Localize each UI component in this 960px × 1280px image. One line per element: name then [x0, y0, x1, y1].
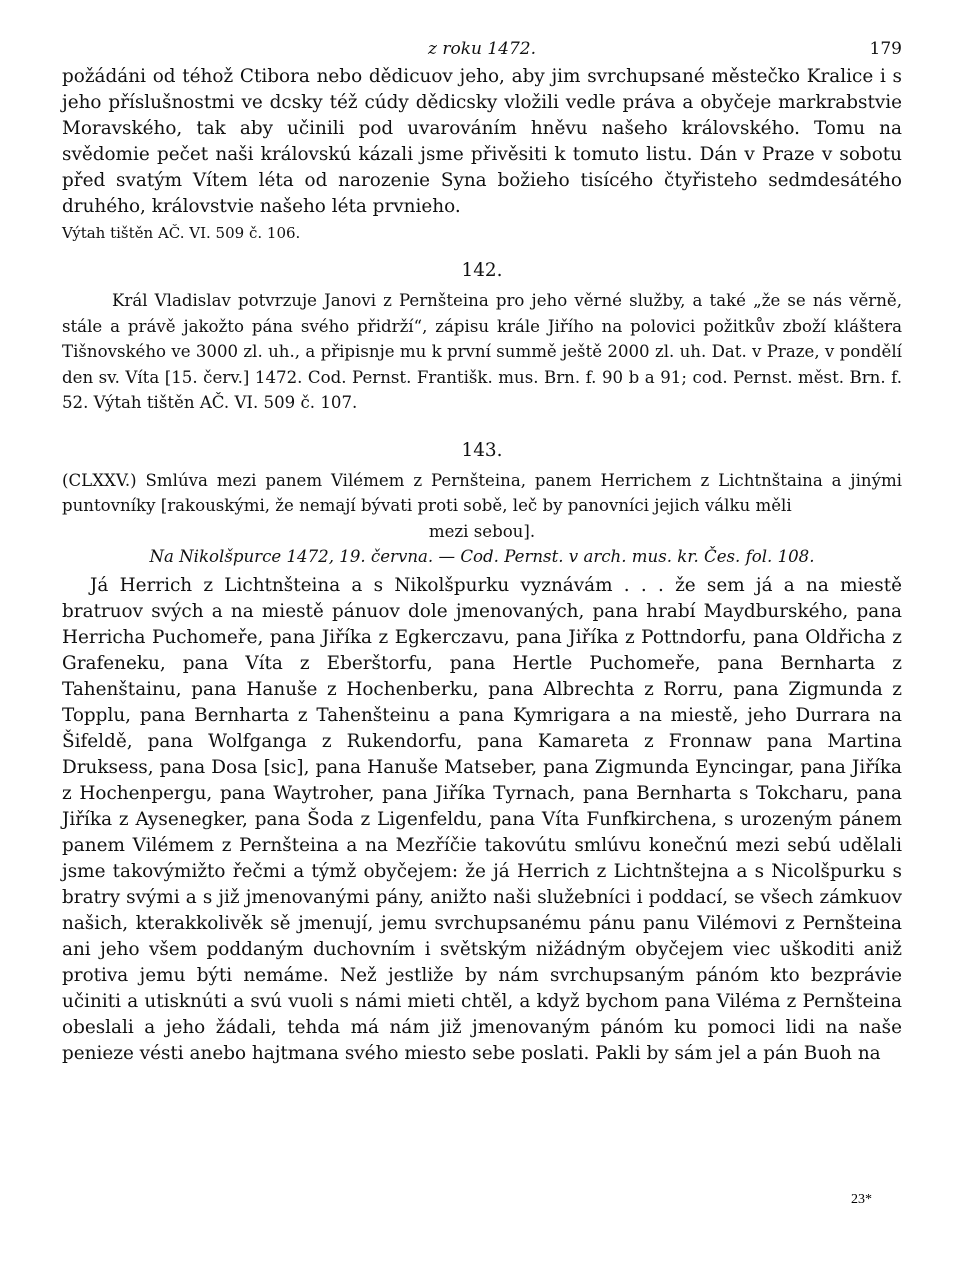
document-number-143: 143. [461, 439, 503, 461]
regest-143: (CLXXV.) Smlúva mezi panem Vilémem z Pernšteina, panem Herrichem z Lichtnštaina a jinými puntovníky [rakouskými, že nemají bývati proti sobě, leč by panovníci jejich válku měli [62, 470, 902, 515]
document-text-143: Já Herrich z Lichtnšteina a s Nikolšpurku vyznávám . . . že sem já a na miestě bratruov svých a na miestě pánuov dole jmenovaných, pana hrabí Maydburského, pana Herricha Puchomeře, pana Jiříka z Egkerczavu, pana Jiříka z Pottndorfu, pana Oldřicha z Grafeneku, pana Víta z Eberštorfu, pana Hertle Puchomeře, pana Bernharta z Tahenštainu, pana Hanuše z Hochenberku, pana Albrechta z Rorru, pana Zigmunda z Topplu, pana Bernharta z Tahenšteinu a pana Kymrigara a na miestě, jeho Durrara na Šifeldě, pana Wolfganga z Rukendorfu, pana Kamareta z Fronnaw pana Martina Druksess, pana Dosa [sic], pana Hanuše Matseber, pana Zigmunda Eyncingar, pana Jiříka z Hochenpergu, pana Waytroher, pana Jiříka Tyrnach, pana Bernharta s Tokcharu, pana Jiříka z Aysenegker, pana Šoda z Ligenfeldu, pana Víta Funfkirchena, s urozeným pánem panem Vilémem z Pernšteina a na Mezříčie takovútu smlúvu konečnú mezi sebú udělali jsme takovýmižto řečmi a týmž obyčejem: že já Herrich z Lichtnštejna a s Nicolšpurku s bratry svými a s již jmenovanými pány, anižto naši služebníci i poddací, se všech zámkuov našich, kterakkolivěk sě jmenují, jemu svrchupsanému pánu panu Vilémovi z Pernšteina ani jeho všem poddaným duchovním i světským nižádným obyčejem viec uškoditi aniž protiva jemu býti nemáme. Než jestliže by nám svrchupsaným pánóm kto bezprávie učiniti a utisknúti a svú vuoli s námi mieti chtěl, a když bychom pana Viléma z Pernšteina obeslali a jeho žádali, tehda má nám již jmenovaným pánóm ku pomoci lidi na naše penieze vésti anebo hajtmana svého miesto sebe poslati. Pakli by sám jel a pán Buoh na [62, 575, 902, 1064]
document-page [62, 32, 902, 1067]
regest-143-last-line: mezi sebou]. [428, 521, 536, 541]
running-title: z roku 1472. [427, 39, 537, 59]
page-header [62, 32, 902, 64]
print-note: Výtah tištěn AČ. VI. 509 č. 106. [62, 224, 301, 242]
source-citation-143: Na Nikolšpurce 1472, 19. června. — Cod. Pernst. v arch. mus. kr. Čes. fol. 108. [149, 547, 815, 566]
page-number: 179 [869, 39, 902, 59]
document-number-142: 142. [461, 260, 503, 281]
intro-paragraph: požádáni od téhož Ctibora nebo dědicuov jeho, aby jim svrchupsané městečko Kralice i s jeho příslušnostmi ve dcsky též cúdy dědicsky vložili vedle práva a obyčeje markrabstvie Moravského, tak aby učinili pod uvarováním hněvu našeho královského. Tomu na svědomie pečet naši královskú kázali jsme přivěsiti k tomuto listu. Dán v Praze v sobotu před svatým Vítem léta od narozenie Syna božieho tisícého čtyřisteho sedmdesátého druhého, královstvie našeho léta prvnieho. [62, 66, 902, 217]
regest-142: Král Vladislav potvrzuje Janovi z Pernšteina pro jeho věrné služby, a také „že se nás věrně, stále a právě jakožto pána svého přidrží“, zápisu krále Jiřího na polovici požitkův zboží kláštera Tišnovského ve 3000 zl. uh., a připisnje mu k první summě ještě 2000 zl. uh. Dat. v Praze, v pondělí den sv. Víta [15. červ.] 1472. Cod. Pernst. Františk. mus. Brn. f. 90 b a 91; cod. Pernst. měst. Brn. f. 52. Výtah tištěn AČ. VI. 509 č. 107. [62, 291, 902, 412]
signature-mark: 23* [851, 1192, 872, 1207]
